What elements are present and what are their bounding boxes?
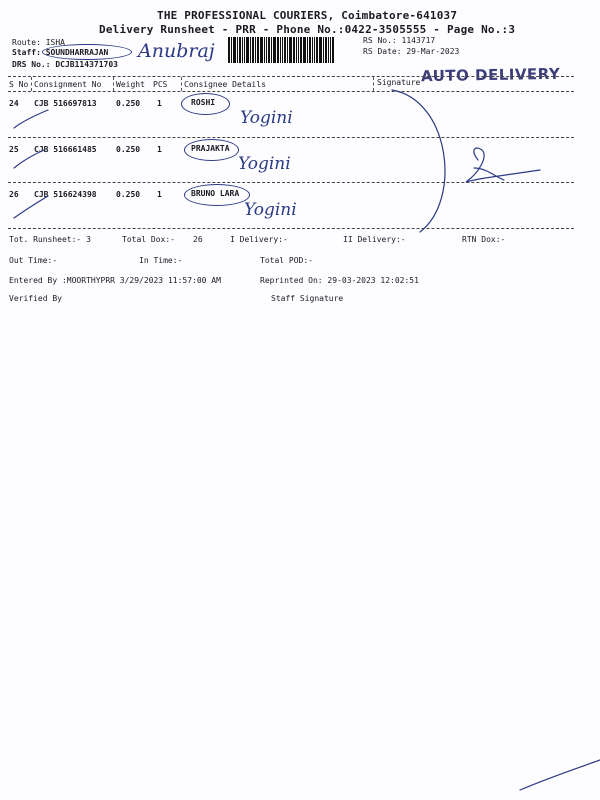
col-sno: S No	[9, 80, 29, 89]
row-sno: 24	[9, 99, 19, 108]
drs-number: DRS No.: DCJB114371703	[12, 60, 118, 69]
i-delivery: I Delivery:-	[230, 235, 288, 244]
row-consignment: CJB 516661485	[34, 145, 97, 154]
rs-number: RS No.: 1143717	[363, 36, 436, 45]
tick-mark-icon	[14, 150, 44, 168]
row-handwritten-note: Yogini	[240, 108, 293, 128]
row-consignee: PRAJAKTA	[191, 144, 230, 153]
company-title: THE PROFESSIONAL COURIERS, Coimbatore-641037	[157, 9, 458, 22]
total-dox-value: 26	[193, 235, 203, 244]
bracket-brace-icon	[392, 90, 445, 232]
row-pcs: 1	[157, 145, 162, 154]
rtn-dox: RTN Dox:-	[462, 235, 506, 244]
row-weight: 0.250	[116, 190, 141, 199]
reprinted-on: Reprinted On: 29-03-2023 12:02:51	[260, 276, 419, 285]
signature-icon	[466, 148, 540, 182]
out-time: Out Time:-	[9, 256, 58, 265]
auto-delivery-stamp: AUTO DELIVERY	[420, 64, 561, 86]
row-handwritten-note: Yogini	[238, 154, 291, 174]
handwritten-name: Anubraj	[138, 40, 215, 62]
row-sno: 26	[9, 190, 19, 199]
route-label: Route: ISHA	[12, 38, 65, 47]
staff-signature: Staff Signature	[271, 294, 344, 303]
margin-stroke-icon	[520, 760, 600, 790]
total-pod: Total POD:-	[260, 256, 313, 265]
row-sno: 25	[9, 145, 19, 154]
row-consignee: BRUNO LARA	[191, 189, 240, 198]
rs-date: RS Date: 29-Mar-2023	[363, 47, 460, 56]
row-pcs: 1	[157, 190, 162, 199]
row-handwritten-note: Yogini	[244, 200, 297, 220]
tick-mark-icon	[14, 110, 48, 128]
tot-runsheet: Tot. Runsheet:- 3	[9, 235, 91, 244]
ii-delivery: II Delivery:-	[343, 235, 406, 244]
col-consignment: Consignment No	[34, 80, 102, 89]
row-consignee: ROSHI	[191, 98, 216, 107]
in-time: In Time:-	[139, 256, 183, 265]
staff-label: Staff: SOUNDHARRAJAN	[12, 48, 109, 57]
runsheet-subtitle: Delivery Runsheet - PRR - Phone No.:0422-3505555 - Page No.:3	[99, 23, 516, 36]
col-pcs: PCS	[153, 80, 168, 89]
col-weight: Weight	[116, 80, 145, 89]
row-weight: 0.250	[116, 99, 141, 108]
tick-mark-icon	[14, 196, 48, 218]
entered-by: Entered By :MOORTHYPRR 3/29/2023 11:57:00 AM	[9, 276, 221, 285]
col-signature: Signature	[377, 78, 421, 87]
total-dox-label: Total Dox:-	[122, 235, 175, 244]
row-consignment: CJB 516697813	[34, 99, 97, 108]
verified-by: Verified By	[9, 294, 62, 303]
row-weight: 0.250	[116, 145, 141, 154]
col-consignee: Consignee Details	[184, 80, 266, 89]
row-consignment: CJB 516624398	[34, 190, 97, 199]
row-pcs: 1	[157, 99, 162, 108]
